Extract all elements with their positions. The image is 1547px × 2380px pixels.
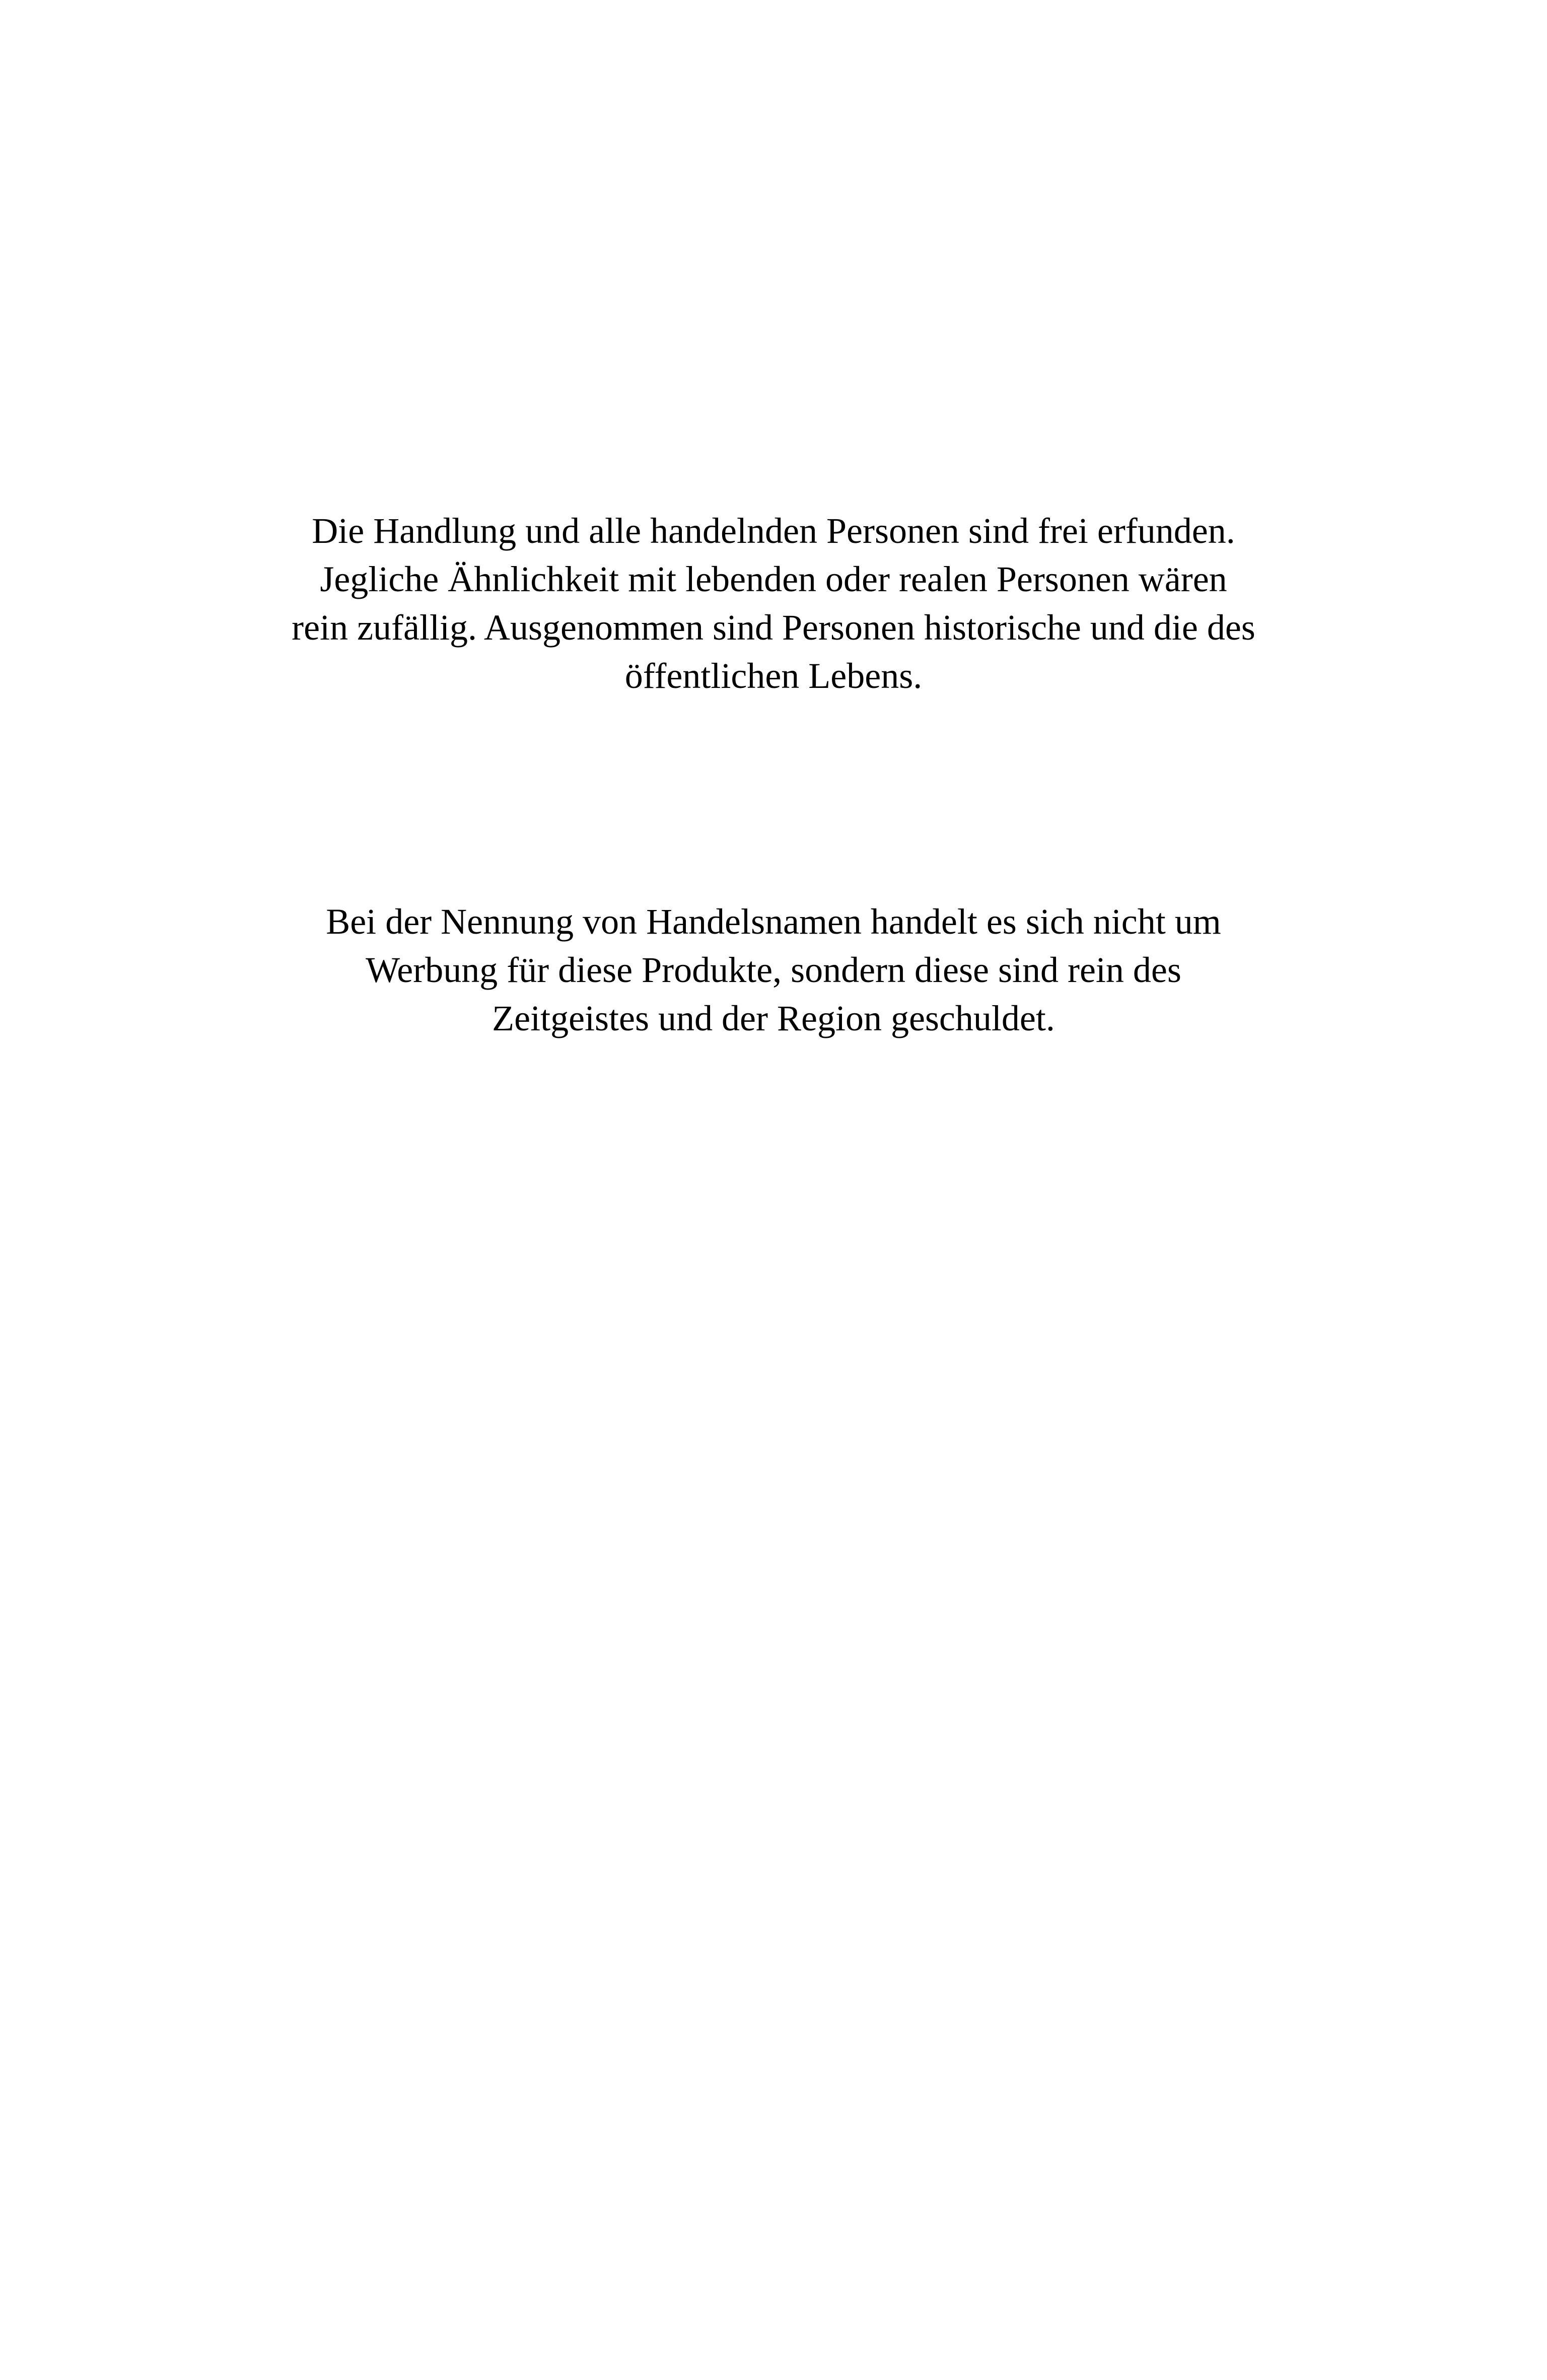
trade-names-disclaimer-line-2: Werbung für diese Produkte, sondern diese sind rein des xyxy=(366,950,1181,990)
fiction-disclaimer-paragraph xyxy=(0,507,1547,700)
trade-names-disclaimer-line-3: Zeitgeistes und der Region geschuldet. xyxy=(492,998,1055,1038)
trade-names-disclaimer-line-1: Bei der Nennung von Handelsnamen handelt es sich nicht um xyxy=(326,901,1221,942)
fiction-disclaimer-line-4: öffentlichen Lebens. xyxy=(624,656,923,696)
trade-names-disclaimer-paragraph xyxy=(0,897,1547,1042)
fiction-disclaimer-line-2: Jegliche Ähnlichkeit mit lebenden oder realen Personen wären xyxy=(320,559,1227,599)
fiction-disclaimer-line-1: Die Handlung und alle handelnden Personen sind frei erfunden. xyxy=(312,511,1235,551)
fiction-disclaimer-line-3: rein zufällig. Ausgenommen sind Personen historische und die des xyxy=(292,607,1255,648)
